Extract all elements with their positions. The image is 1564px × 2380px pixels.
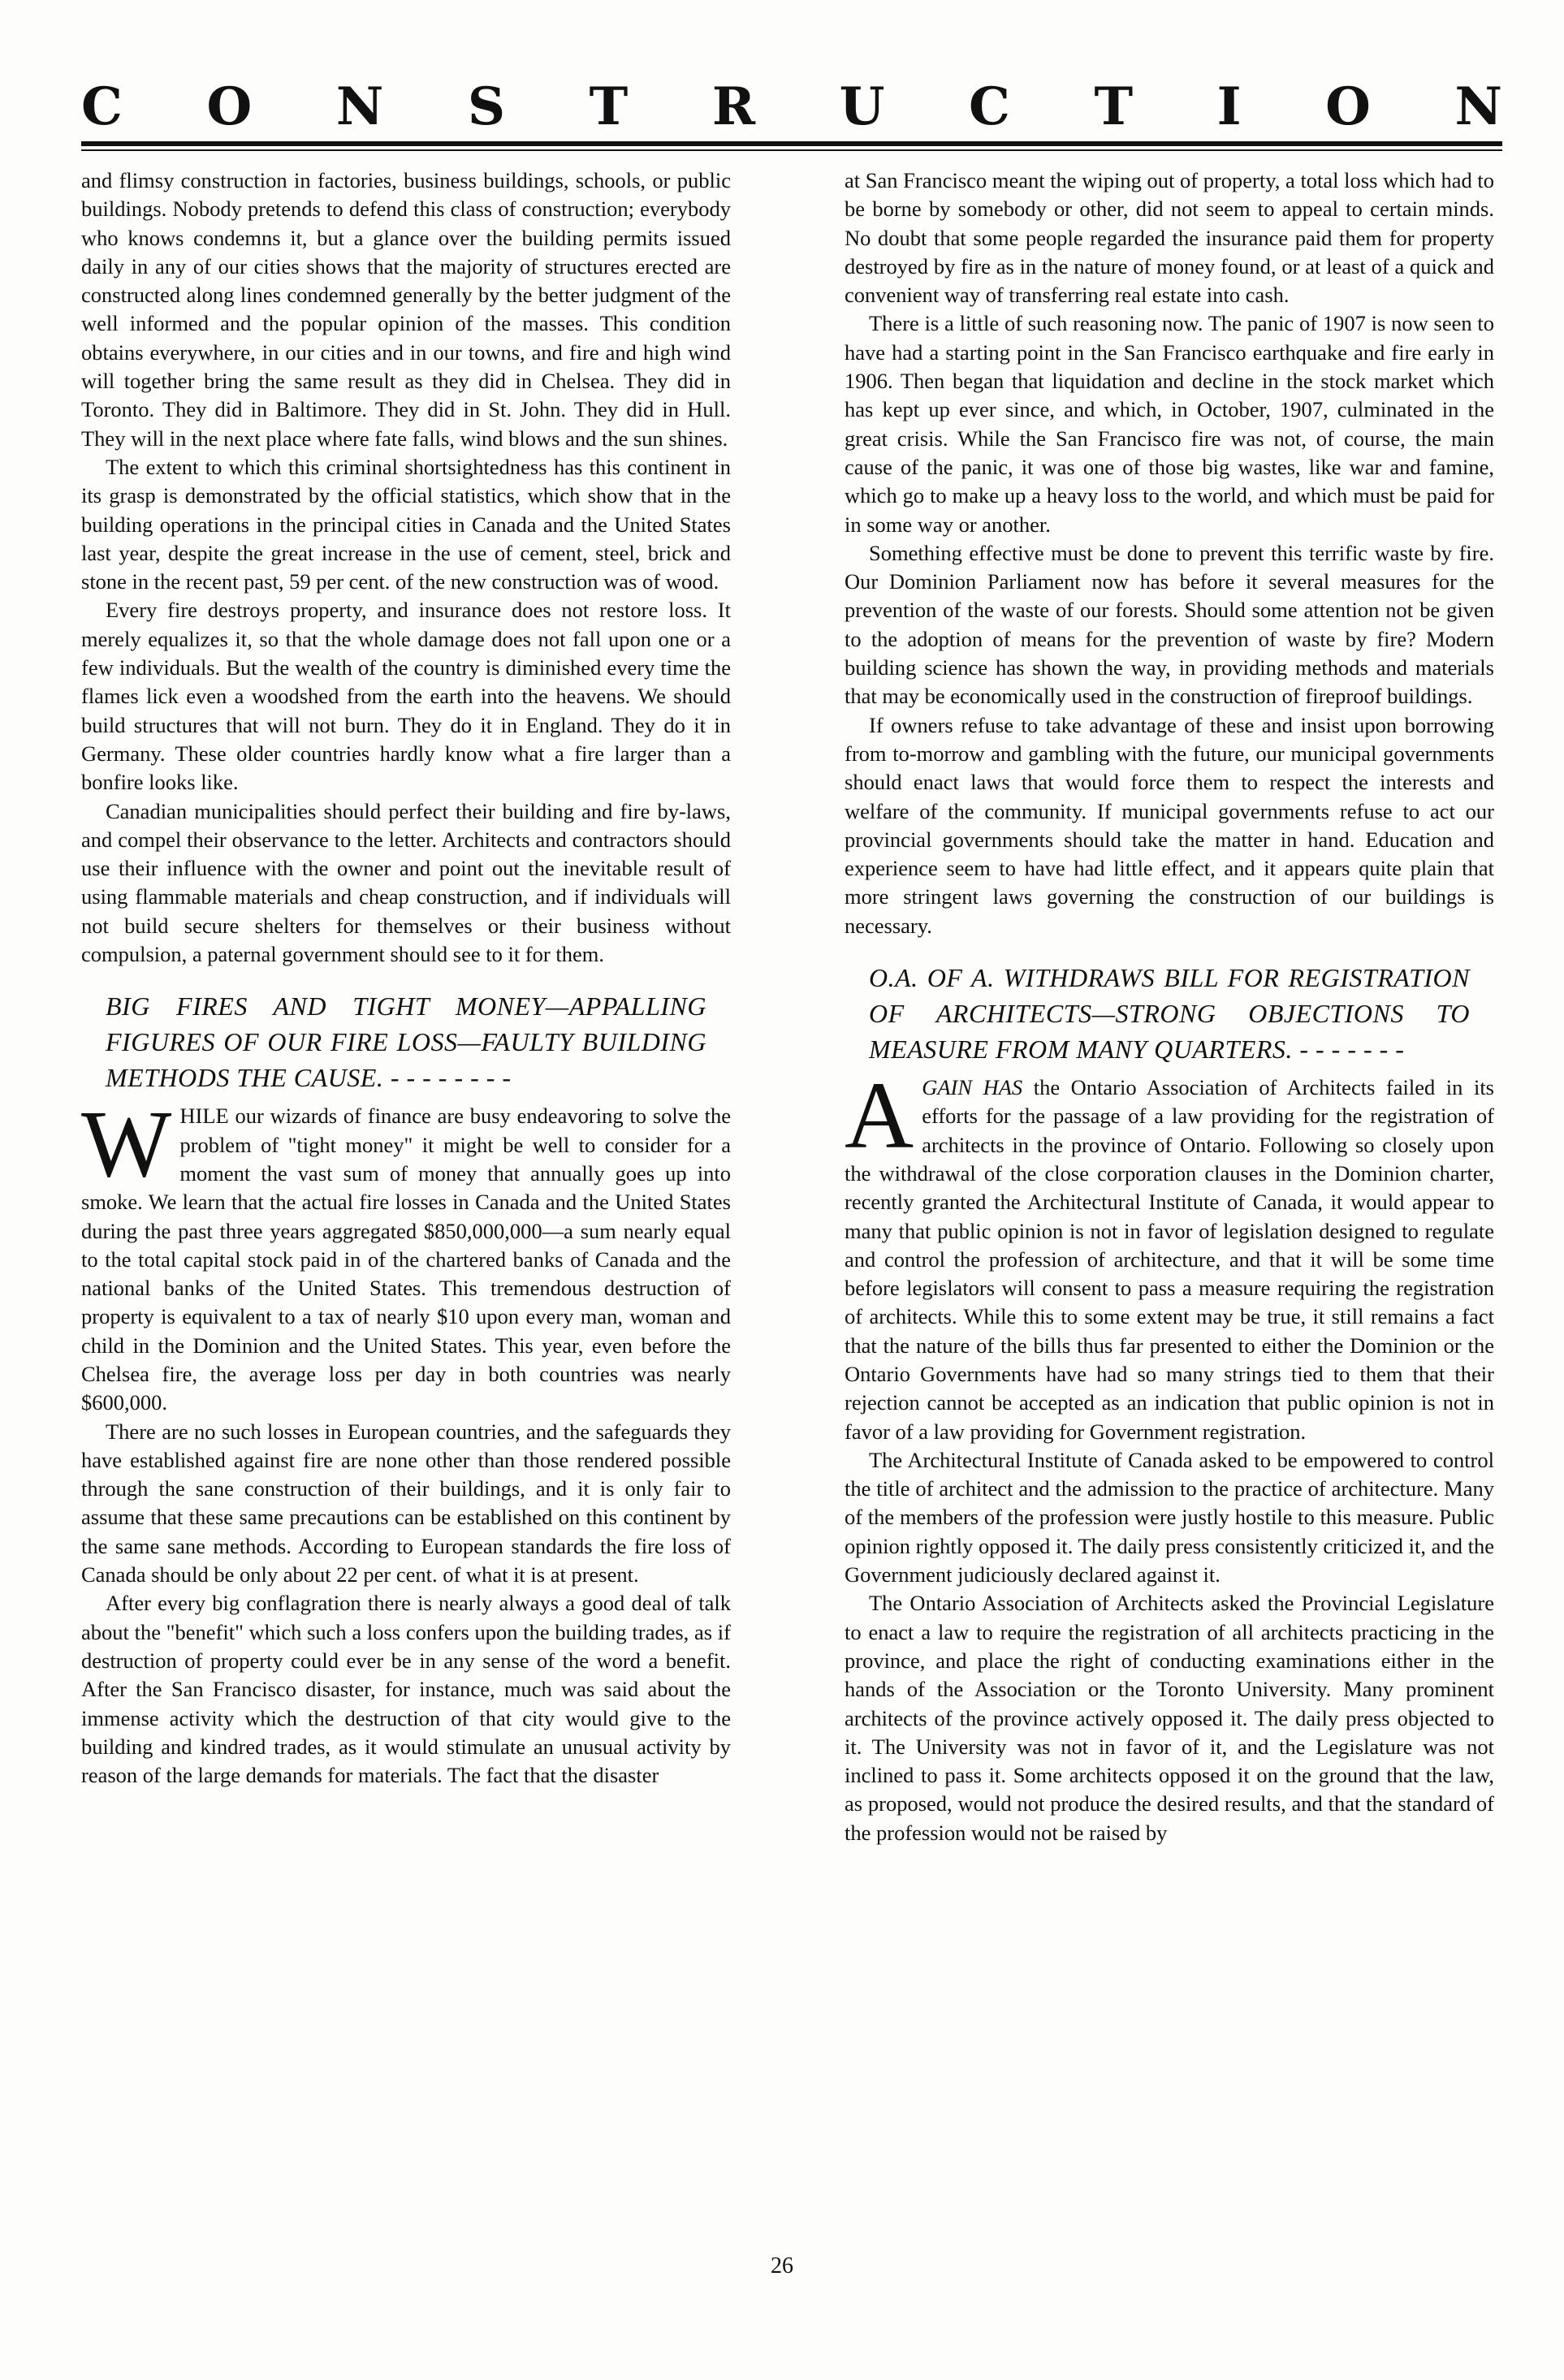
left-paragraph-3: Every fire destroys property, and insurance does not restore loss. It merely equalizes it, so that the whole damage does not fall upon one or a few individuals. But the wealth of the country is diminished every time the flames lick even a woodshed from the earth into the heavens. We should build structures that will not burn. They do it in England. They do it in Germany. These older countries hardly know what a fire larger than a bonfire looks like. [81, 598, 731, 795]
right-paragraph-3: Something effective must be done to prevent this terrific waste by fire. Our Dominion Parliament now has before it several measures for the prevention of the waste of our forests. Should some attention not be given to the adoption of means for the prevention of waste by fire? Modern building science has shown the way, in providing methods and materials that may be economically used in the construction of fireproof buildings. [845, 540, 1494, 709]
right-column [845, 166, 1494, 2245]
masthead-letter: U [839, 76, 885, 137]
left-paragraph-4: Canadian municipalities should perfect their building and fire by-laws, and compel their observance to the letter. Architects and contractors should use their influence with the owner and point out the inevitable result of using flammable materials and cheap construction, and if individuals will not build secure shelters for themselves or their business without compulsion, a paternal government should see to it for them. [81, 798, 731, 967]
drop-cap-a: A [845, 1062, 914, 1169]
masthead-letter: C [81, 76, 123, 137]
masthead-letter: I [1216, 76, 1242, 137]
right-paragraph-5 [845, 1062, 1494, 1446]
right-paragraph-1: at San Francisco meant the wiping out of property, a total loss which had to be borne by somebody or other, did not seem to appeal to certain minds. No doubt that some people regarded the insurance paid them for property destroyed by fire as in the nature of money found, or at least of a quick and convenient way of transferring real estate into cash. [845, 168, 1494, 308]
right-paragraph-6: The Architectural Institute of Canada asked to be empowered to control the title of architect and the admission to the practice of architecture. Many of the members of the profession were justly hostile to this measure. Public opinion rightly opposed it. The daily press consistently criticized it, and the Government judiciously declared against it. [845, 1447, 1494, 1587]
left-paragraph-2: The extent to which this criminal shortsightedness has this continent in its grasp is demonstrated by the official statistics, which show that in the building operations in the principal cities in Canada and the United States last year, despite the great increase in the use of cement, steel, brick and stone in the recent past, 59 per cent. of the new construction was of wood. [81, 454, 731, 594]
masthead-letter: S [467, 76, 506, 137]
right-paragraph-7: The Ontario Association of Architects asked the Provincial Legislature to enact a law to require the registration of all architects practicing in the province, and place the right of conducting examinations either in the hands of the Association or the Toronto University. Many prominent architects of the province actively opposed it. The daily press objected to it. The University was not in favor of it, and the Legislature was not inclined to pass it. Some architects opposed it on the ground that the law, as proposed, would not produce the desired results, and that the standard of the profession would not be raised by [845, 1591, 1494, 1845]
right-paragraph-5-lead: GAIN HAS [922, 1075, 1023, 1100]
article-headline-architects: O.A. OF A. WITHDRAWS BILL FOR REGISTRATION OF ARCHITECTS—STRONG OBJECTIONS TO MEASURE FROM MANY QUARTERS. - - - - - - - [869, 963, 1470, 1065]
right-paragraph-5-text: the Ontario Association of Architects failed in its efforts for the passage of a law providing for the registration of architects in the province of Ontario. Following so closely upon the withdrawal of the close corporation clauses in the Dominion charter, recently granted the Architectural Institute of Canada, it would appear to many that public opinion is not in favor of legislation designed to regulate and control the profession of architecture, and that it will be some time before legislators will consent to pass a measure requiring the registration of architects. While this to some extent may be true, it still remains a fact that the nature of the bills thus far presented to either the Dominion or the Ontario Governments have had so many strings tied to them that their rejection cannot be accepted as an indication that public opinion is not in favor of a law providing for Government registration. [845, 1075, 1494, 1444]
article-headline-fires: BIG FIRES AND TIGHT MONEY—APPALLING FIGURES OF OUR FIRE LOSS—FAULTY BUILDING METHODS THE CAUSE. - - - - - - - - [106, 991, 706, 1093]
left-paragraph-6: There are no such losses in European countries, and the safeguards they have established against fire are none other than those rendered possible through the sane construction of their buildings, and it is only fair to assume that these same precautions can be established on this continent by the same sane methods. According to European standards the fire loss of Canada should be only about 22 per cent. of what it is at present. [81, 1419, 731, 1587]
masthead-letter: O [1325, 76, 1371, 137]
right-paragraph-4: If owners refuse to take advantage of these and insist upon borrowing from to-morrow and gambling with the future, our municipal governments should enact laws that would force them to respect the interests and welfare of the community. If municipal governments refuse to act our provincial governments should take the matter in hand. Education and experience seem to have had little effect, and it appears quite plain that more stringent laws governing the construction of our buildings is necessary. [845, 712, 1494, 938]
masthead-letter: C [968, 76, 1010, 137]
masthead-letter: R [711, 76, 756, 137]
page-number: 26 [771, 2253, 793, 2278]
masthead-letter: T [589, 76, 629, 137]
drop-cap-w: W [81, 1091, 172, 1198]
left-paragraph-5 [81, 1091, 731, 1417]
left-paragraph-7: After every big conflagration there is nearly always a good deal of talk about the "benefit" which such a loss confers upon the building trades, as if destruction of property could ever be in any sense of the word a benefit. After the San Francisco disaster, for instance, much was said about the immense activity which the destruction of that city would give to the building and kindred trades, as it would stimulate an unusual activity by reason of the large demands for materials. The fact that the disaster [81, 1591, 731, 1788]
masthead-title [81, 76, 1502, 137]
masthead-rule-thick [81, 141, 1502, 146]
masthead-letter: O [206, 76, 253, 137]
left-column [81, 166, 731, 2245]
masthead-letter: N [335, 76, 384, 137]
masthead-letter: T [1094, 76, 1134, 137]
masthead-rule-thin [81, 149, 1502, 151]
masthead-letter: N [1454, 76, 1502, 137]
left-paragraph-1: and flimsy construction in factories, business buildings, schools, or public buildings. Nobody pretends to defend this class of construction; everybody who knows condemns it, but a glance over the building permits issued daily in any of our cities shows that the majority of structures erected are constructed along lines condemned generally by the better judgment of the well informed and the popular opinion of the masses. This condition obtains everywhere, in our cities and in our towns, and fire and high wind will together bring the same result as they did in Chelsea. They did in Toronto. They did in Baltimore. They did in St. John. They did in Hull. They will in the next place where fate falls, wind blows and the sun shines. [81, 168, 731, 451]
left-paragraph-5-text: HILE our wizards of finance are busy endeavoring to solve the problem of "tight money" it might be well to consider for a moment the vast sum of money that annually goes up into smoke. We learn that the actual fire losses in Canada and the United States during the past three years aggregated $850,000,000—a sum nearly equal to the total capital stock paid in of the chartered banks of Canada and the national banks of the United States. This tremendous destruction of property is equivalent to a tax of nearly $10 upon every man, woman and child in the Dominion and the United States. This year, even before the Chelsea fire, the average loss per day in both countries was nearly $600,000. [81, 1104, 731, 1415]
right-paragraph-2: There is a little of such reasoning now. The panic of 1907 is now seen to have had a starting point in the San Francisco earthquake and fire early in 1906. Then began that liquidation and decline in the stock market which has kept up ever since, and which, in October, 1907, culminated in the great crisis. While the San Francisco fire was not, of course, the main cause of the panic, it was one of those big wastes, like war and famine, which go to make up a heavy loss to the world, and which must be paid for in some way or another. [845, 311, 1494, 537]
